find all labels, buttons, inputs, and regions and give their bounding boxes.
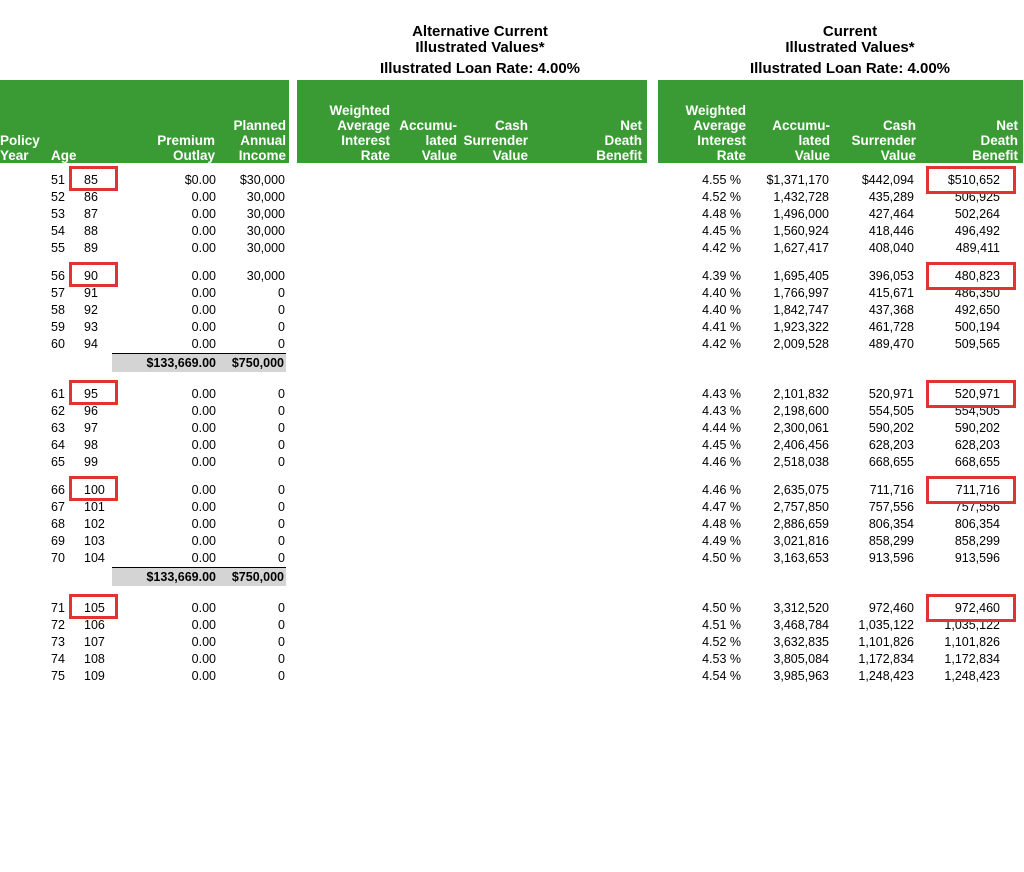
col-header-line: Death [980, 133, 1018, 148]
col-header-line: Average [693, 118, 746, 133]
cell-age: 85 [84, 173, 98, 187]
col-header-cur-cash [836, 80, 916, 163]
cell-rate: 4.41 % [702, 320, 741, 334]
highlight-box-age [69, 380, 118, 405]
cell-age: 102 [84, 517, 105, 531]
cell-death: 858,299 [954, 534, 1000, 548]
cell-cash: 489,470 [868, 337, 914, 351]
cell-cash: 396,053 [868, 269, 914, 283]
cell-premium: 0.00 [191, 635, 216, 649]
cell-premium: 0.00 [191, 500, 216, 514]
cell-age: 105 [84, 601, 105, 615]
cell-cash: $442,094 [861, 173, 914, 187]
cell-year: 52 [51, 190, 65, 204]
cell-premium: 0.00 [191, 669, 216, 683]
cell-cash: 1,101,826 [858, 635, 914, 649]
cell-age: 87 [84, 207, 98, 221]
totals-row [112, 568, 286, 586]
table-row [0, 319, 1024, 336]
highlight-box-age [69, 476, 118, 501]
cell-income: 0 [278, 517, 285, 531]
cell-income: 0 [278, 500, 285, 514]
cell-year: 65 [51, 455, 65, 469]
cell-rate: 4.52 % [702, 635, 741, 649]
cell-death: 972,460 [954, 601, 1000, 615]
col-header-alt-accum [395, 80, 457, 163]
highlight-box-age [69, 594, 118, 619]
cell-rate: 4.45 % [702, 438, 741, 452]
cell-rate: 4.44 % [702, 421, 741, 435]
cell-age: 97 [84, 421, 98, 435]
cell-premium: 0.00 [191, 404, 216, 418]
highlight-box-death [926, 262, 1016, 290]
cell-year: 70 [51, 551, 65, 565]
cell-death: 757,556 [954, 500, 1000, 514]
table-row [0, 336, 1024, 353]
cell-age: 92 [84, 303, 98, 317]
cell-accum: 3,163,653 [773, 551, 829, 565]
cell-year: 51 [51, 173, 65, 187]
cell-rate: 4.47 % [702, 500, 741, 514]
col-header-line: Rate [360, 148, 390, 163]
cell-rate: 4.52 % [702, 190, 741, 204]
cell-accum: 2,101,832 [773, 387, 829, 401]
cell-year: 61 [51, 387, 65, 401]
cell-rate: 4.42 % [702, 241, 741, 255]
table-row [0, 600, 1024, 617]
table-row [0, 172, 1024, 189]
highlight-box-age [69, 166, 118, 191]
col-header-cur-accum [752, 80, 830, 163]
cell-income: 30,000 [246, 241, 285, 255]
cell-cash: 757,556 [868, 500, 914, 514]
highlight-box-death [926, 594, 1016, 622]
cell-year: 67 [51, 500, 65, 514]
cell-cash: 668,655 [868, 455, 914, 469]
col-header-line: Cash [882, 118, 916, 133]
cell-cash: 1,035,122 [858, 618, 914, 632]
cell-age: 96 [84, 404, 98, 418]
cell-accum: 1,627,417 [773, 241, 829, 255]
cur-loan-rate: Illustrated Loan Rate: 4.00% [749, 60, 951, 77]
cell-rate: 4.50 % [702, 601, 741, 615]
cell-age: 86 [84, 190, 98, 204]
cell-accum: 1,842,747 [773, 303, 829, 317]
cell-rate: 4.48 % [702, 517, 741, 531]
cell-accum: 1,560,924 [773, 224, 829, 238]
cell-age: 109 [84, 669, 105, 683]
col-header-cur-death [918, 80, 1018, 163]
cur-section-header [680, 24, 1020, 77]
cell-death: 502,264 [954, 207, 1000, 221]
cell-accum: 1,766,997 [773, 286, 829, 300]
cell-rate: 4.40 % [702, 303, 741, 317]
cell-death: 509,565 [954, 337, 1000, 351]
cell-income: 0 [278, 286, 285, 300]
cell-income: 0 [278, 652, 285, 666]
cell-death: 500,194 [954, 320, 1000, 334]
col-header-line: Accumu- [399, 118, 457, 133]
cell-cash: 1,248,423 [858, 669, 914, 683]
cell-premium: 0.00 [191, 517, 216, 531]
cell-income: 30,000 [246, 224, 285, 238]
cell-rate: 4.39 % [702, 269, 741, 283]
cell-age: 89 [84, 241, 98, 255]
cell-death: 1,172,834 [944, 652, 1000, 666]
cell-income: 0 [278, 337, 285, 351]
cell-cash: 1,172,834 [858, 652, 914, 666]
col-header-income [220, 80, 286, 163]
col-header-line: Average [337, 118, 390, 133]
cell-age: 107 [84, 635, 105, 649]
total-income: $750,000 [231, 570, 284, 584]
cell-year: 54 [51, 224, 65, 238]
cell-cash: 590,202 [868, 421, 914, 435]
cell-premium: 0.00 [191, 652, 216, 666]
cell-age: 94 [84, 337, 98, 351]
total-income: $750,000 [231, 356, 284, 370]
cell-income: 30,000 [246, 269, 285, 283]
cell-cash: 913,596 [868, 551, 914, 565]
col-header-line: Weighted [685, 103, 746, 118]
cell-death: 668,655 [954, 455, 1000, 469]
cell-premium: 0.00 [191, 438, 216, 452]
cell-rate: 4.50 % [702, 551, 741, 565]
cell-age: 99 [84, 455, 98, 469]
highlight-box-death [926, 166, 1016, 194]
cell-income: 0 [278, 387, 285, 401]
col-header-line: lated [798, 133, 830, 148]
cell-accum: 2,757,850 [773, 500, 829, 514]
cell-age: 100 [84, 483, 105, 497]
col-header-line: Value [421, 148, 457, 163]
cell-income: 0 [278, 455, 285, 469]
total-premium: $133,669.00 [146, 356, 216, 370]
cell-age: 103 [84, 534, 105, 548]
cell-age: 104 [84, 551, 105, 565]
table-row [0, 651, 1024, 668]
cell-death: 806,354 [954, 517, 1000, 531]
col-header-line: Value [492, 148, 528, 163]
alt-title-line2: Illustrated Values* [415, 39, 545, 56]
cell-death: 590,202 [954, 421, 1000, 435]
col-header-line: Benefit [596, 148, 642, 163]
cur-title-line2: Illustrated Values* [785, 39, 915, 56]
col-header-line: Premium [157, 133, 215, 148]
cell-accum: 1,496,000 [773, 207, 829, 221]
table-row [0, 499, 1024, 516]
cell-income: 0 [278, 438, 285, 452]
cell-accum: 2,300,061 [773, 421, 829, 435]
cell-premium: 0.00 [191, 337, 216, 351]
cell-death: 1,101,826 [944, 635, 1000, 649]
table-row [0, 386, 1024, 403]
cell-death: 628,203 [954, 438, 1000, 452]
cell-death: 1,248,423 [944, 669, 1000, 683]
cell-year: 63 [51, 421, 65, 435]
col-header-cur-rate [660, 80, 746, 163]
cell-year: 60 [51, 337, 65, 351]
cell-premium: 0.00 [191, 601, 216, 615]
cell-year: 57 [51, 286, 65, 300]
cell-accum: $1,371,170 [766, 173, 829, 187]
cell-income: 30,000 [246, 207, 285, 221]
cell-year: 68 [51, 517, 65, 531]
cell-income: 0 [278, 303, 285, 317]
cell-accum: 1,923,322 [773, 320, 829, 334]
cell-accum: 2,009,528 [773, 337, 829, 351]
cell-income: $30,000 [239, 173, 285, 187]
cell-premium: 0.00 [191, 421, 216, 435]
cell-age: 101 [84, 500, 105, 514]
table-row [0, 668, 1024, 685]
cell-rate: 4.45 % [702, 224, 741, 238]
col-header-line: Benefit [972, 148, 1018, 163]
cell-rate: 4.53 % [702, 652, 741, 666]
table-row [0, 482, 1024, 499]
cur-title-line1: Current [822, 23, 878, 40]
table-row [0, 285, 1024, 302]
col-header-alt-cash [460, 80, 528, 163]
cell-cash: 554,505 [868, 404, 914, 418]
cell-accum: 2,518,038 [773, 455, 829, 469]
cell-cash: 806,354 [868, 517, 914, 531]
cell-income: 0 [278, 601, 285, 615]
cell-income: 0 [278, 635, 285, 649]
cell-death: 480,823 [954, 269, 1000, 283]
cell-cash: 415,671 [868, 286, 914, 300]
col-header-line: Income [238, 148, 286, 163]
cell-rate: 4.55 % [702, 173, 741, 187]
cell-year: 73 [51, 635, 65, 649]
cell-year: 72 [51, 618, 65, 632]
cell-premium: 0.00 [191, 534, 216, 548]
cell-rate: 4.42 % [702, 337, 741, 351]
cell-cash: 520,971 [868, 387, 914, 401]
cell-cash: 418,446 [868, 224, 914, 238]
cell-year: 59 [51, 320, 65, 334]
cell-income: 30,000 [246, 190, 285, 204]
cell-year: 74 [51, 652, 65, 666]
col-header-line: Value [880, 148, 916, 163]
cell-accum: 3,805,084 [773, 652, 829, 666]
cell-cash: 408,040 [868, 241, 914, 255]
cell-death: 711,716 [955, 483, 1000, 497]
col-header-line: Interest [341, 133, 390, 148]
cell-cash: 711,716 [869, 483, 914, 497]
col-header-line: Net [620, 118, 642, 133]
cell-cash: 461,728 [868, 320, 914, 334]
cell-premium: 0.00 [191, 387, 216, 401]
table-row [0, 634, 1024, 651]
col-header-premium [115, 80, 215, 163]
cell-age: 88 [84, 224, 98, 238]
cell-year: 53 [51, 207, 65, 221]
cell-year: 56 [51, 269, 65, 283]
cell-income: 0 [278, 421, 285, 435]
cell-premium: 0.00 [191, 303, 216, 317]
col-header-line: Rate [716, 148, 746, 163]
cell-premium: 0.00 [191, 241, 216, 255]
cell-cash: 972,460 [868, 601, 914, 615]
col-header-line: Policy [0, 133, 40, 148]
cell-year: 55 [51, 241, 65, 255]
highlight-box-death [926, 380, 1016, 408]
cell-age: 106 [84, 618, 105, 632]
cell-income: 0 [278, 551, 285, 565]
cell-year: 75 [51, 669, 65, 683]
cell-cash: 437,368 [868, 303, 914, 317]
cell-accum: 1,432,728 [773, 190, 829, 204]
col-header-alt-death [560, 80, 642, 163]
col-header-line: Surrender [851, 133, 916, 148]
cell-death: 496,492 [954, 224, 1000, 238]
cell-premium: 0.00 [191, 269, 216, 283]
cell-cash: 435,289 [868, 190, 914, 204]
cell-cash: 427,464 [868, 207, 914, 221]
col-header-line: Accumu- [772, 118, 830, 133]
table-row [0, 550, 1024, 567]
col-header-line: Value [794, 148, 830, 163]
cell-age: 98 [84, 438, 98, 452]
cell-income: 0 [278, 483, 285, 497]
cell-cash: 628,203 [868, 438, 914, 452]
cell-age: 91 [84, 286, 98, 300]
table-row [0, 268, 1024, 285]
cell-year: 58 [51, 303, 65, 317]
col-header-line: Outlay [172, 148, 215, 163]
cell-death: 506,925 [954, 190, 1000, 204]
cell-rate: 4.49 % [702, 534, 741, 548]
cell-rate: 4.40 % [702, 286, 741, 300]
alt-section-header [310, 24, 650, 77]
cell-accum: 3,021,816 [773, 534, 829, 548]
cell-age: 95 [84, 387, 98, 401]
table-row [0, 240, 1024, 257]
cell-income: 0 [278, 404, 285, 418]
cell-rate: 4.54 % [702, 669, 741, 683]
col-header-line: Interest [697, 133, 746, 148]
cell-premium: 0.00 [191, 190, 216, 204]
cell-rate: 4.46 % [702, 483, 741, 497]
cell-premium: 0.00 [191, 320, 216, 334]
cell-income: 0 [278, 320, 285, 334]
col-header-line: Weighted [329, 103, 390, 118]
cell-premium: $0.00 [184, 173, 216, 187]
table-row [0, 223, 1024, 240]
col-header-age [51, 80, 111, 163]
table-row [0, 189, 1024, 206]
cell-accum: 3,985,963 [773, 669, 829, 683]
cell-cash: 858,299 [868, 534, 914, 548]
cell-death: 554,505 [954, 404, 1000, 418]
highlight-box-death [926, 476, 1016, 504]
col-header-line: Surrender [463, 133, 528, 148]
alt-title-line1: Alternative Current [412, 23, 548, 40]
cell-income: 0 [278, 669, 285, 683]
cell-accum: 1,695,405 [773, 269, 829, 283]
cell-accum: 3,312,520 [773, 601, 829, 615]
cell-income: 0 [278, 534, 285, 548]
cell-death: 1,035,122 [944, 618, 1000, 632]
cell-age: 93 [84, 320, 98, 334]
col-header-line: Death [604, 133, 642, 148]
cell-premium: 0.00 [191, 618, 216, 632]
alt-loan-rate: Illustrated Loan Rate: 4.00% [379, 60, 581, 77]
col-header-line: lated [425, 133, 457, 148]
totals-row [112, 354, 286, 372]
cell-rate: 4.43 % [702, 404, 741, 418]
cell-premium: 0.00 [191, 483, 216, 497]
cell-year: 64 [51, 438, 65, 452]
table-row [0, 302, 1024, 319]
cell-accum: 2,198,600 [773, 404, 829, 418]
table-row [0, 437, 1024, 454]
col-header-line: Year [0, 148, 29, 163]
cell-death: 492,650 [954, 303, 1000, 317]
cell-premium: 0.00 [191, 224, 216, 238]
col-header-line: Annual [240, 133, 286, 148]
col-header-alt-rate [300, 80, 390, 163]
table-row [0, 420, 1024, 437]
cell-death: 520,971 [954, 387, 1000, 401]
table-row [0, 533, 1024, 550]
cell-accum: 3,468,784 [773, 618, 829, 632]
table-row [0, 516, 1024, 533]
cell-death: 489,411 [955, 241, 1000, 255]
table-row [0, 206, 1024, 223]
cell-year: 71 [51, 601, 65, 615]
cell-year: 66 [51, 483, 65, 497]
total-premium: $133,669.00 [146, 570, 216, 584]
cell-rate: 4.51 % [702, 618, 741, 632]
table-row [0, 617, 1024, 634]
cell-death: 913,596 [954, 551, 1000, 565]
cell-accum: 2,406,456 [773, 438, 829, 452]
col-header-line: Cash [494, 118, 528, 133]
col-header-line: Age [51, 148, 77, 163]
col-header-line: Net [996, 118, 1018, 133]
cell-year: 62 [51, 404, 65, 418]
cell-accum: 3,632,835 [773, 635, 829, 649]
cell-accum: 2,886,659 [773, 517, 829, 531]
cell-premium: 0.00 [191, 207, 216, 221]
cell-rate: 4.48 % [702, 207, 741, 221]
table-row [0, 403, 1024, 420]
col-header-policy-year [0, 80, 46, 163]
cell-age: 90 [84, 269, 98, 283]
cell-accum: 2,635,075 [773, 483, 829, 497]
cell-age: 108 [84, 652, 105, 666]
cell-year: 69 [51, 534, 65, 548]
cell-premium: 0.00 [191, 286, 216, 300]
cell-income: 0 [278, 618, 285, 632]
cell-premium: 0.00 [191, 551, 216, 565]
cell-rate: 4.46 % [702, 455, 741, 469]
col-header-line: Planned [233, 118, 286, 133]
cell-death: 486,350 [954, 286, 1000, 300]
cell-premium: 0.00 [191, 455, 216, 469]
cell-rate: 4.43 % [702, 387, 741, 401]
highlight-box-age [69, 262, 118, 287]
table-row [0, 454, 1024, 471]
cell-death: $510,652 [947, 173, 1000, 187]
